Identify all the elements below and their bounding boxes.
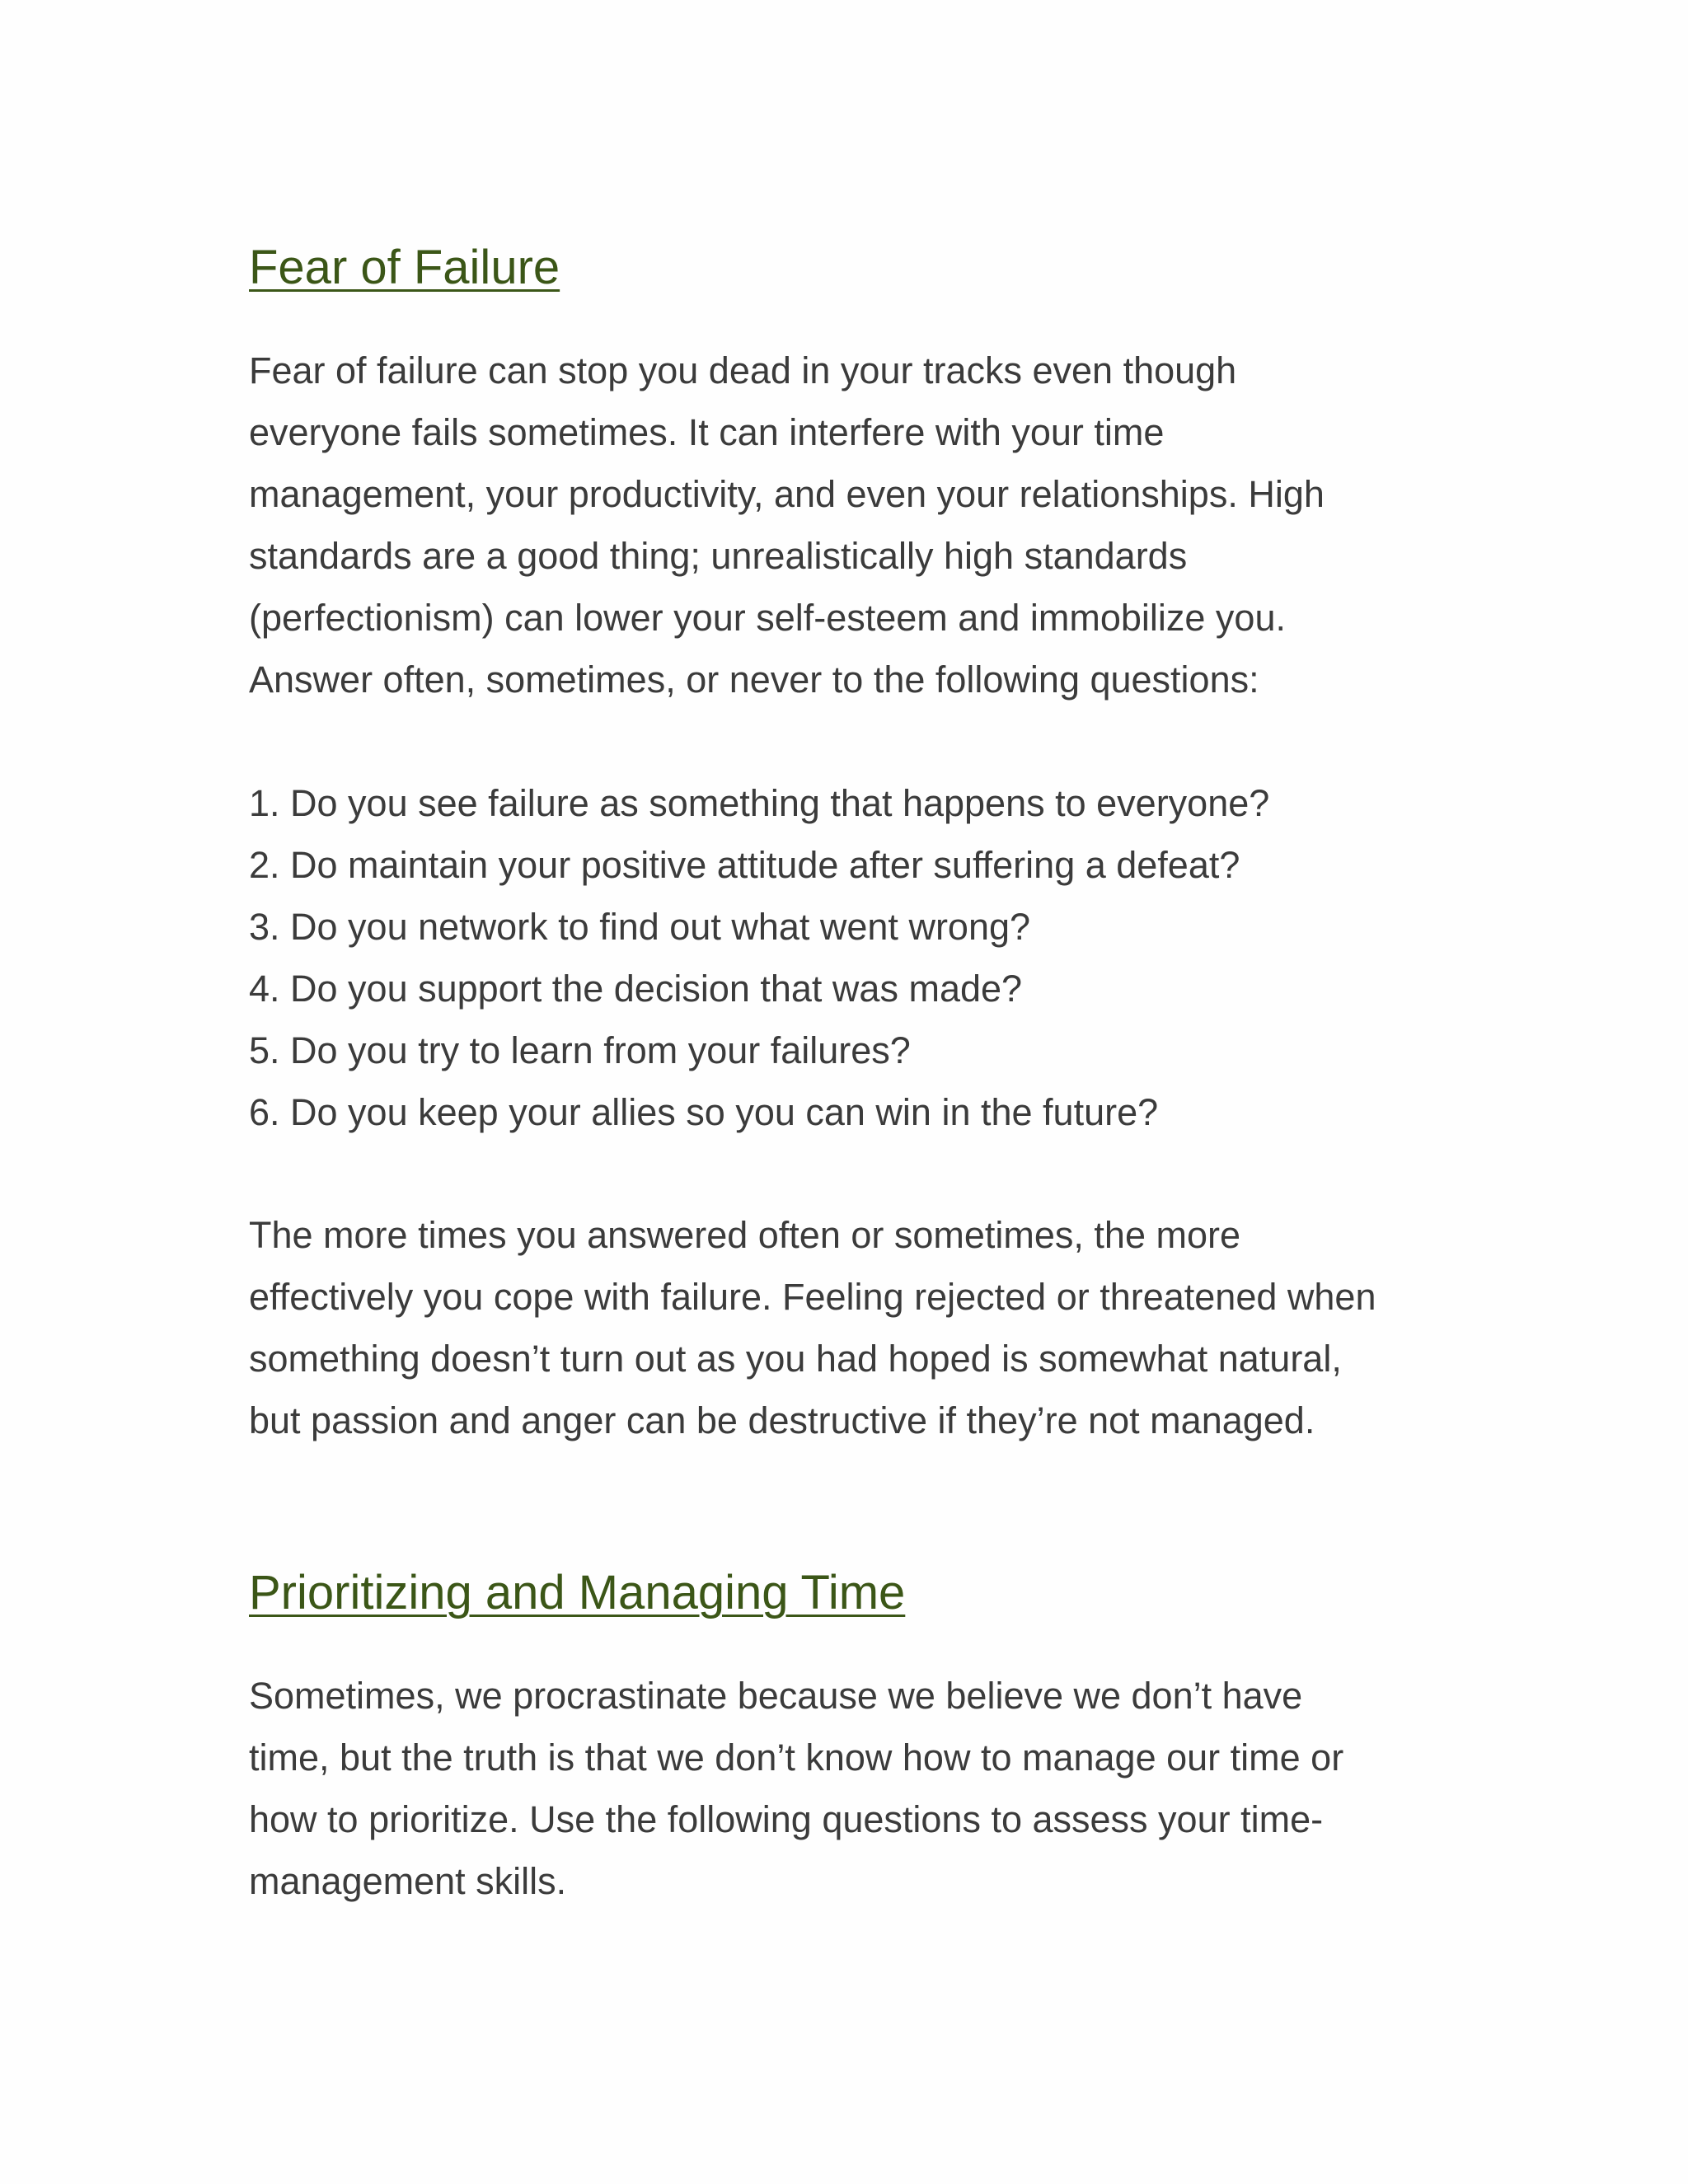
question-item: 6. Do you keep your allies so you can win in the future? (249, 1091, 1159, 1133)
question-item: 2. Do maintain your positive attitude after suffering a defeat? (249, 844, 1240, 886)
question-item: 4. Do you support the decision that was made? (249, 968, 1023, 1010)
question-item: 3. Do you network to find out what went wrong? (249, 906, 1031, 948)
paragraph-line: management, your productivity, and even your relationships. High (249, 473, 1325, 515)
paragraph-line: (perfectionism) can lower your self-esteem and immobilize you. (249, 597, 1286, 639)
paragraph-line: Answer often, sometimes, or never to the following questions: (249, 658, 1259, 701)
paragraph-line: management skills. (249, 1860, 567, 1902)
paragraph-line: effectively you cope with failure. Feeling rejected or threatened when (249, 1276, 1376, 1318)
fear-of-failure-question-list (249, 772, 1269, 1143)
section-title-prioritizing-and-managing-time: Prioritizing and Managing Time (249, 1566, 906, 1619)
paragraph-line: Fear of failure can stop you dead in your tracks even though (249, 349, 1237, 391)
section1-intro-paragraph (249, 340, 1452, 710)
paragraph-line: The more times you answered often or sometimes, the more (249, 1214, 1241, 1256)
paragraph-line: how to prioritize. Use the following questions to assess your time- (249, 1798, 1324, 1840)
paragraph-line: time, but the truth is that we don’t know how to manage our time or (249, 1736, 1344, 1779)
paragraph-line: something doesn’t turn out as you had hoped is somewhat natural, (249, 1338, 1342, 1380)
question-item: 1. Do you see failure as something that happens to everyone? (249, 782, 1270, 824)
paragraph-line: standards are a good thing; unrealistically high standards (249, 535, 1188, 577)
paragraph-line: everyone fails sometimes. It can interfere with your time (249, 411, 1165, 453)
question-item: 5. Do you try to learn from your failures? (249, 1029, 911, 1071)
paragraph-line: Sometimes, we procrastinate because we believe we don’t have (249, 1675, 1303, 1717)
section1-closing-paragraph (249, 1204, 1452, 1451)
section2-intro-paragraph (249, 1665, 1452, 1912)
section-title-fear-of-failure: Fear of Failure (249, 241, 560, 294)
paragraph-line: but passion and anger can be destructive if they’re not managed. (249, 1399, 1315, 1441)
